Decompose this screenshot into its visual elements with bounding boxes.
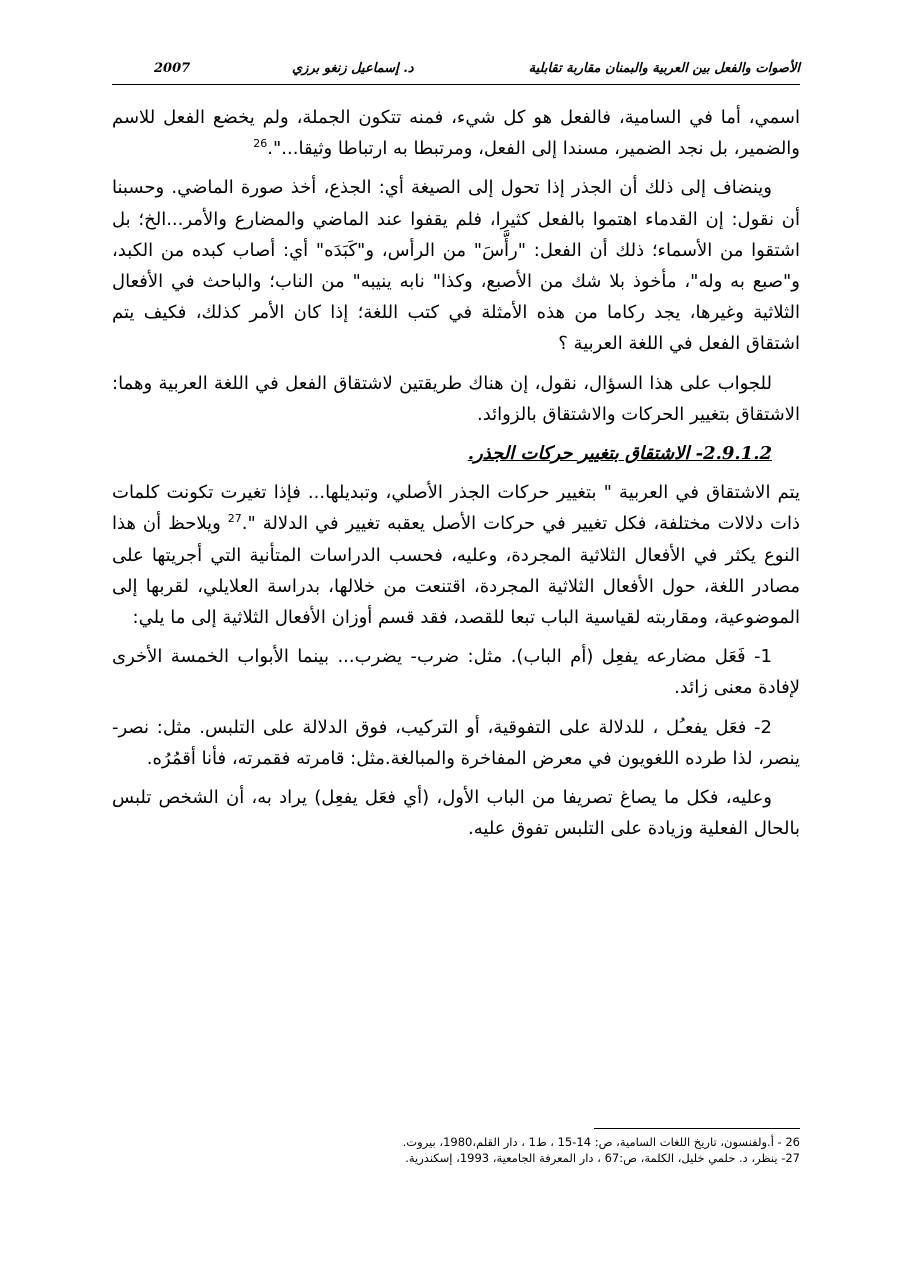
paragraph-1-text: اسمي، أما في السامية، فالفعل هو كل شيء، فمنه تتكون الجملة، ولم يخضع الفعل للاسم والضمير، بل نجد الضمير، مسندا إلى الفعل، ومرتبطا به ارتباطا وثيقا...". xyxy=(112,107,800,160)
header-rule xyxy=(112,84,800,85)
paragraph-2: وينضاف إلى ذلك أن الجذر إذا تحول إلى الصيغة أي: الجذع، أخذ صورة الماضي. وحسبنا أن نقول: إن القدماء اهتموا بالفعل كثيرا، فلم يقفوا عند الماضي والمضارع والأمر...الخ؛ بل اشتقوا من الأسماء؛ ذلك أن الفعل: "رأَّسَ" من الرأس، و"كَبَدَه" أي: أصاب كبده من الكبد، و"صبع به وله"، مأخوذ بلا شك من الأصبع، وكذا" نابه ينيبه" من الناب؛ والباحث في الأفعال الثلاثية وغيرها، يجد ركاما من هذه الأمثلة في كتب اللغة؛ إذا كان الأمر كذلك، فكيف يتم اشتقاق الفعل في اللغة العربية ؟ xyxy=(112,177,800,355)
paragraph-5: وعليه، فكل ما يصاغ تصريفا من الباب الأول، (أي فعَل يفعِل) يراد به، أن الشخص تلبس بالحال الفعلية وزيادة على التلبس تفوق عليه. xyxy=(112,787,800,840)
footnotes xyxy=(112,1134,800,1166)
paragraph-4-text: يتم الاشتقاق في العربية " بتغيير حركات الجذر الأصلي، وتبديلها... فإذا تغيرت تكونت كلمات ذات دلالات مختلفة، فكل تغيير في حركات الأصل يعقبه تغيير في الدلالة ". xyxy=(112,482,800,535)
header-author: د. إسماعيل زنغو برزي xyxy=(292,61,414,76)
paragraph-4-continued: ويلاحظ أن هذا النوع يكثر في الأفعال الثلاثية المجردة، وعليه، فحسب الدراسات المتأنية التي أجريتها على مصادر اللغة، حول الأفعال الثلاثية المجردة، اقتنعت من خلالها، بدراسة العلايلي، لقربها إلى الموضوعية، ومقاربته لقياسية الباب تبعا للقصد، فقد قسم أوزان الأفعال الثلاثية إلى ما يلي: xyxy=(112,513,800,629)
footnote-27: 27- ينظر، د. حلمي خليل، الكلمة، ص:67 ، دار المعرفة الجامعية، 1993، إسكندرية. xyxy=(405,1151,800,1165)
list-item-2: 2- فعَل يفعـُل ، للدلالة على التفوقية، أو التركيب، فوق الدلالة على التلبس. مثل: نصر- ينصر، لذا طرده اللغويون في معرض المفاخرة والمبالغة.مثل: قامرته فقمرته، فأنا أقمُرُه. xyxy=(112,716,800,769)
section-heading: 2.9.1.2- الاشتقاق بتغيير حركات الجذر. xyxy=(467,443,772,465)
footnote-rule xyxy=(594,1128,800,1129)
footnote-26: 26 - أ.ولفنسون، تاريخ اللغات السامية، ص: 14-15 ، ط1 ، دار القلم،1980، بيروت. xyxy=(402,1135,800,1149)
paragraph-4 xyxy=(112,477,800,633)
header-year: 2007 xyxy=(154,61,191,76)
footnote-ref-26: 26 xyxy=(253,137,268,151)
paragraph-1 xyxy=(112,102,800,164)
footnote-ref-27: 27 xyxy=(227,512,242,526)
paragraph-3: للجواب على هذا السؤال، نقول، إن هناك طريقتين لاشتقاق الفعل في اللغة العربية وهما: الاشتقاق بتغيير الحركات والاشتقاق بالزوائد. xyxy=(112,372,800,425)
page-header xyxy=(112,55,800,85)
page-body xyxy=(112,102,800,852)
header-title: الأصوات والفعل بين العربية والبمنان مقاربة تقابلية xyxy=(528,61,800,76)
list-item-1: 1- فَعَل مضارعه يفعِل (أم الباب). مثل: ضرب- يضرب... بينما الأبواب الخمسة الأخرى لإفادة معنى زائد. xyxy=(112,646,800,699)
